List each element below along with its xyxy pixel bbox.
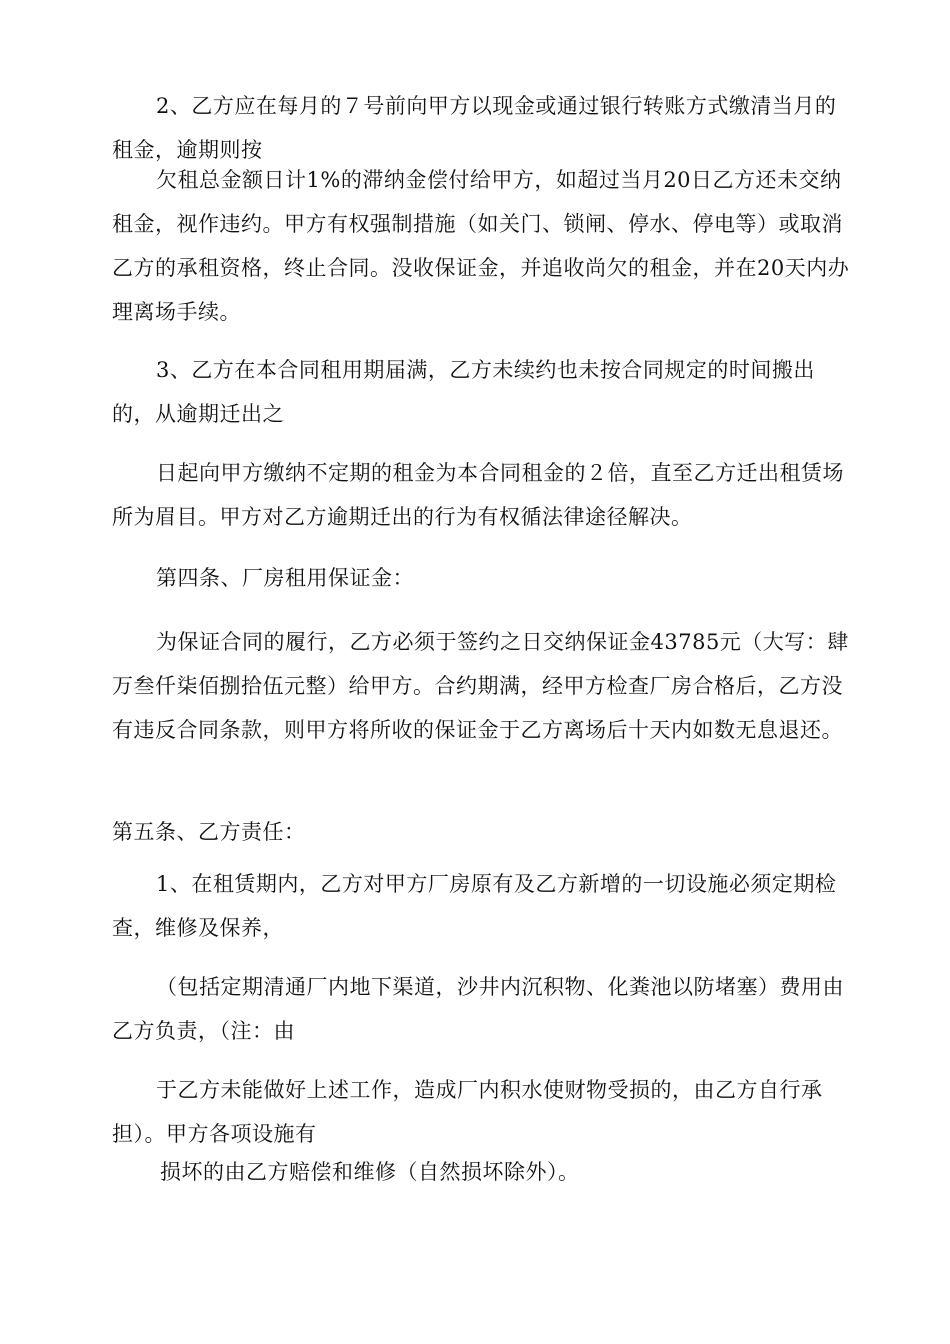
paragraph-security-deposit: 为保证合同的履行，乙方必须于签约之日交纳保证金43785元（大写：肆万叁仟柒佰捌拾伍元整）给甲方。合约期满，经甲方检查厂房合格后，乙方没有违反合同条款，则甲方将所收的保证金于乙方离场后十天内如数无息退还。 — [112, 630, 849, 742]
paragraph-facility-maintenance: 1、在租赁期内，乙方对甲方厂房原有及乙方新增的一切设施必须定期检查，维修及保养， — [112, 872, 837, 940]
paragraph-damage-compensation: 损坏的由乙方赔偿和维修（自然损坏除外）。 — [160, 1160, 580, 1184]
paragraph-drainage-cleaning: （包括定期清通厂内地下渠道，沙井内沉积物、化粪池以防堵塞）费用由乙方负责，（注：由 — [112, 975, 844, 1043]
paragraph-late-fee-penalty: 欠租总金额日计1%的滞纳金偿付给甲方，如超过当月20日乙方还未交纳租金，视作违约。甲方有权强制措施（如关门、锁闸、停水、停电等）或取消乙方的承租资格，终止合同。没收保证金，并追收尚欠的租金，并在20天内办理离场手续。 — [112, 168, 850, 324]
paragraph-rent-payment-deadline: 2、乙方应在每月的７号前向甲方以现金或通过银行转账方式缴清当月的租金，逾期则按 — [112, 94, 837, 162]
paragraph-double-rent: 日起向甲方缴纳不定期的租金为本合同租金的２倍，直至乙方迁出租赁场所为眉目。甲方对乙方逾期迁出的行为有权循法律途径解决。 — [112, 461, 844, 529]
paragraph-water-damage: 于乙方未能做好上述工作，造成厂内积水使财物受损的，由乙方自行承担）。甲方各项设施有 — [112, 1078, 823, 1146]
heading-article-five: 第五条、乙方责任： — [112, 820, 306, 844]
paragraph-overdue-moving-out: 3、乙方在本合同租用期届满，乙方未续约也未按合同规定的时间搬出的，从逾期迁出之 — [112, 358, 815, 426]
heading-article-four: 第四条、厂房租用保证金： — [156, 566, 414, 590]
